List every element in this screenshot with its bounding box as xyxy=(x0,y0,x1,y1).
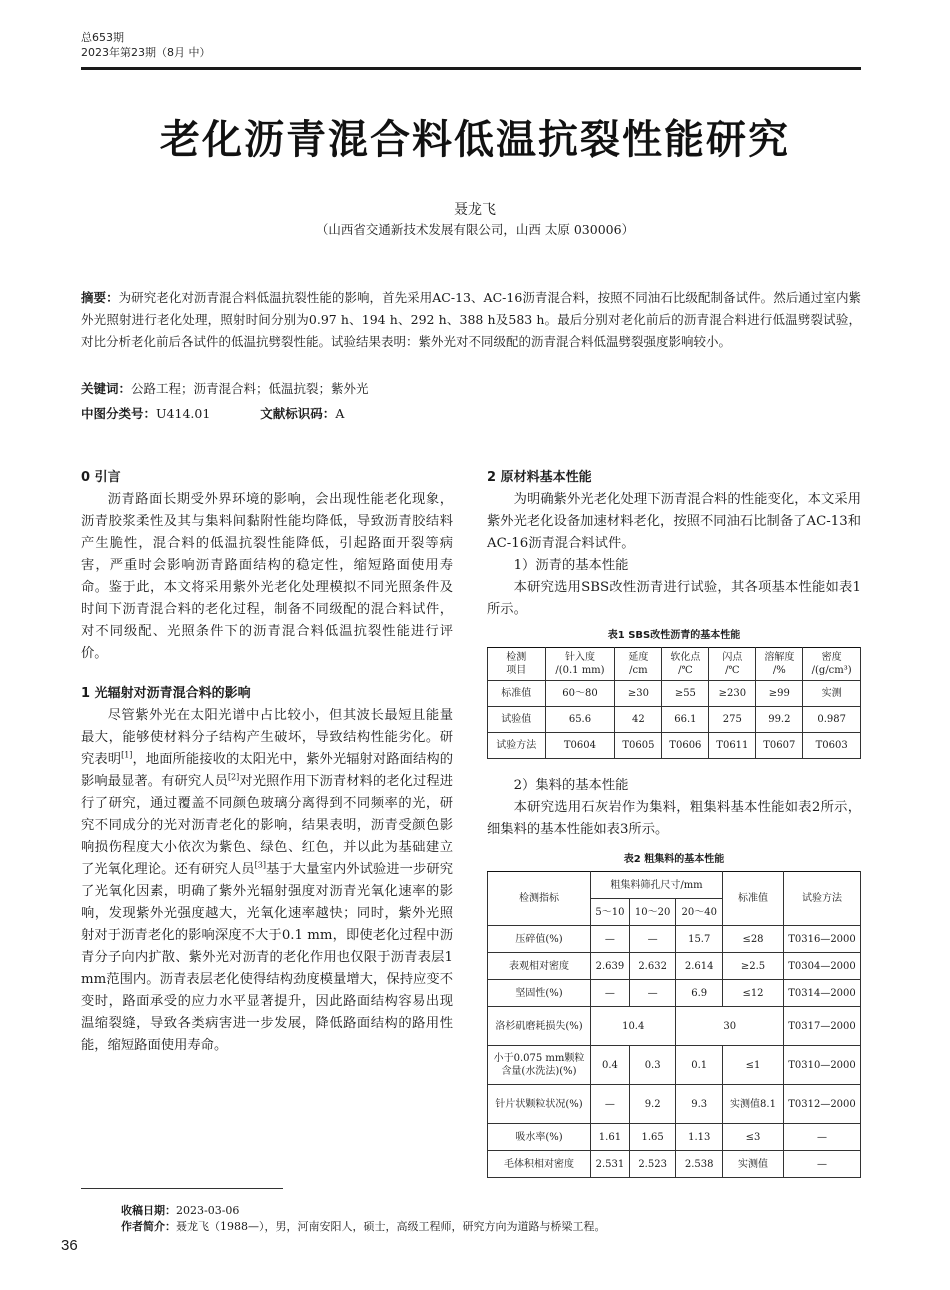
subsection-aggregate: 2）集料的基本性能 xyxy=(513,778,629,793)
author-bio: 作者简介：聂龙飞（1988—），男，河南安阳人，硕士，高级工程师，研究方向为道路与桥梁工程。 xyxy=(121,1220,606,1233)
table-row: 小于0.075 mm颗粒 含量(水洗法)(%) 0.4 0.3 0.1 ≤1 T0310—2000 xyxy=(488,1046,861,1085)
table-header-row: 检测指标 粗集料筛孔尺寸/mm 标准值 试验方法 xyxy=(488,872,861,899)
section-2-paragraph-1: 为明确紫外光老化处理下沥青混合料的性能变化，本文采用紫外光老化设备加速材料老化，按照不同油石比制备了AC-13和AC-16沥青混合料试件。 xyxy=(487,492,861,551)
keywords-label: 关键词： xyxy=(81,381,132,396)
clc-label: 中图分类号： xyxy=(81,406,157,421)
table-row: 试验方法 T0604 T0605 T0606 T0611 T0607 T0603 xyxy=(488,733,861,759)
table-row: 试验值 65.6 42 66.1 275 99.2 0.987 xyxy=(488,707,861,733)
footnote-rule xyxy=(81,1188,283,1189)
issue-date: 2023年第23期（8月 中） xyxy=(81,46,211,59)
section-2-paragraph-3: 本研究选用石灰岩作为集料，粗集料基本性能如表2所示，细集料的基本性能如表3所示。 xyxy=(487,800,861,837)
section-0-paragraph: 沥青路面长期受外界环境的影响，会出现性能老化现象，沥青胶浆柔性及其与集料间黏附性能均降低，导致沥青胶结料产生脆性，混合料的低温抗裂性能降低，引起路面开裂等病害，严重时会影响沥青路面结构的稳定性，缩短路面使用寿命。鉴于此，本文将采用紫外光老化处理模拟不同光照条件及时间下沥青混合料的老化过程，制备不同级配的混合料试件，对不同级配、光照条件下的沥青混合料低温抗裂性能进行评价。 xyxy=(81,492,453,661)
table-row: 毛体积相对密度 2.531 2.523 2.538 实测值 — xyxy=(488,1151,861,1178)
section-2-heading: 2 原材料基本性能 xyxy=(487,470,592,485)
clc-value: U414.01 xyxy=(156,406,211,421)
table-row: 压碎值(%) — — 15.7 ≤28 T0316—2000 xyxy=(488,926,861,953)
table-header-row: 5～10 10～20 20～40 xyxy=(488,899,861,926)
table-row: 坚固性(%) — — 6.9 ≤12 T0314—2000 xyxy=(488,980,861,1007)
header-rule xyxy=(81,67,861,70)
section-0-heading: 0 引言 xyxy=(81,470,121,485)
table-row: 洛杉矶磨耗损失(%) 10.4 30 T0317—2000 xyxy=(488,1007,861,1046)
issue-total: 总653期 xyxy=(81,31,124,44)
classification xyxy=(81,403,861,425)
table-1-caption: 表1 SBS改性沥青的基本性能 xyxy=(607,630,741,641)
left-column xyxy=(81,467,453,1057)
table-header-row: 检测 项目 针入度 /(0.1 mm) 延度 /cm 软化点 /℃ 闪点 /℃ 溶解度 /% 密度 /(g/cm³) xyxy=(488,648,861,681)
keywords xyxy=(81,378,861,400)
doc-code-label: 文献标识码： xyxy=(260,406,336,421)
section-1-heading: 1 光辐射对沥青混合料的影响 xyxy=(81,686,251,701)
abstract-label: 摘要： xyxy=(81,290,119,305)
subsection-asphalt: 1）沥青的基本性能 xyxy=(513,558,629,573)
table-row: 标准值 60～80 ≥30 ≥55 ≥230 ≥99 实测 xyxy=(488,681,861,707)
table-2 xyxy=(487,871,861,1178)
author: 聂龙飞 xyxy=(454,202,496,218)
affiliation: （山西省交通新技术发展有限公司，山西 太原 030006） xyxy=(315,222,635,237)
abstract-text: 为研究老化对沥青混合料低温抗裂性能的影响，首先采用AC-13、AC-16沥青混合料，按照不同油石比级配制备试件。然后通过室内紫外光照射进行老化处理，照射时间分别为0.97 h、194 h、292 h、388 h及583 h。最后分别对老化前后的沥青混合料进行低温劈裂试验，对比分析老化前后各试件的低温抗劈裂性能。试验结果表明：紫外光对不同级配的沥青混合料低温劈裂强度影响较小。 xyxy=(81,290,861,349)
right-column xyxy=(487,467,861,1178)
table-row: 表观相对密度 2.639 2.632 2.614 ≥2.5 T0304—2000 xyxy=(488,953,861,980)
page-number: 36 xyxy=(61,1237,78,1254)
citation-1: [1] xyxy=(121,750,133,760)
section-1-paragraph: 尽管紫外光在太阳光谱中占比较小，但其波长最短且能量最大，能够使材料分子结构产生破坏，导致结构性能劣化。研究表明[1]，地面所能接收的太阳光中，紫外光辐射对路面结构的影响最显著。有研究人员[2]对光照作用下沥青材料的老化过程进行了研究，通过覆盖不同颜色玻璃分离得到不同频率的光，研究不同成分的光对沥青老化的影响，结果表明，沥青受颜色影响损伤程度大小依次为紫色、绿色、红色，并以此为基础建立了光氧化理论。还有研究人员[3]基于大量室内外试验进一步研究了光氧化因素，明确了紫外光辐射强度对沥青光氧化速率的影响，发现紫外光强度越大，光氧化速率越快；同时，紫外光照射对于沥青老化的影响深度不大于0.1 mm，即使老化过程中沥青分子向内扩散、紫外光对沥青的老化作用也仅限于沥青表层1 mm范围内。沥青表层老化使得结构劲度模量增大，保持应变不变时，路面承受的应力水平显著提升，因此路面结构容易出现温缩裂缝，导致各类病害进一步发展，降低路面结构的路用性能，缩短路面使用寿命。 xyxy=(81,708,454,1053)
keywords-text: 公路工程；沥青混合料；低温抗裂；紫外光 xyxy=(131,381,369,396)
abstract xyxy=(81,287,861,353)
table-2-caption: 表2 粗集料的基本性能 xyxy=(623,854,725,865)
table-1 xyxy=(487,647,861,759)
table-row: 吸水率(%) 1.61 1.65 1.13 ≤3 — xyxy=(488,1124,861,1151)
received-date: 收稿日期：2023-03-06 xyxy=(121,1204,240,1217)
doc-code-value: A xyxy=(335,406,345,421)
section-2-paragraph-2: 本研究选用SBS改性沥青进行试验，其各项基本性能如表1所示。 xyxy=(487,580,861,617)
paper-title: 老化沥青混合料低温抗裂性能研究 xyxy=(160,117,790,163)
citation-2: [2] xyxy=(227,772,240,782)
table-row: 针片状颗粒状况(%) — 9.2 9.3 实测值8.1 T0312—2000 xyxy=(488,1085,861,1124)
citation-3: [3] xyxy=(254,860,266,870)
